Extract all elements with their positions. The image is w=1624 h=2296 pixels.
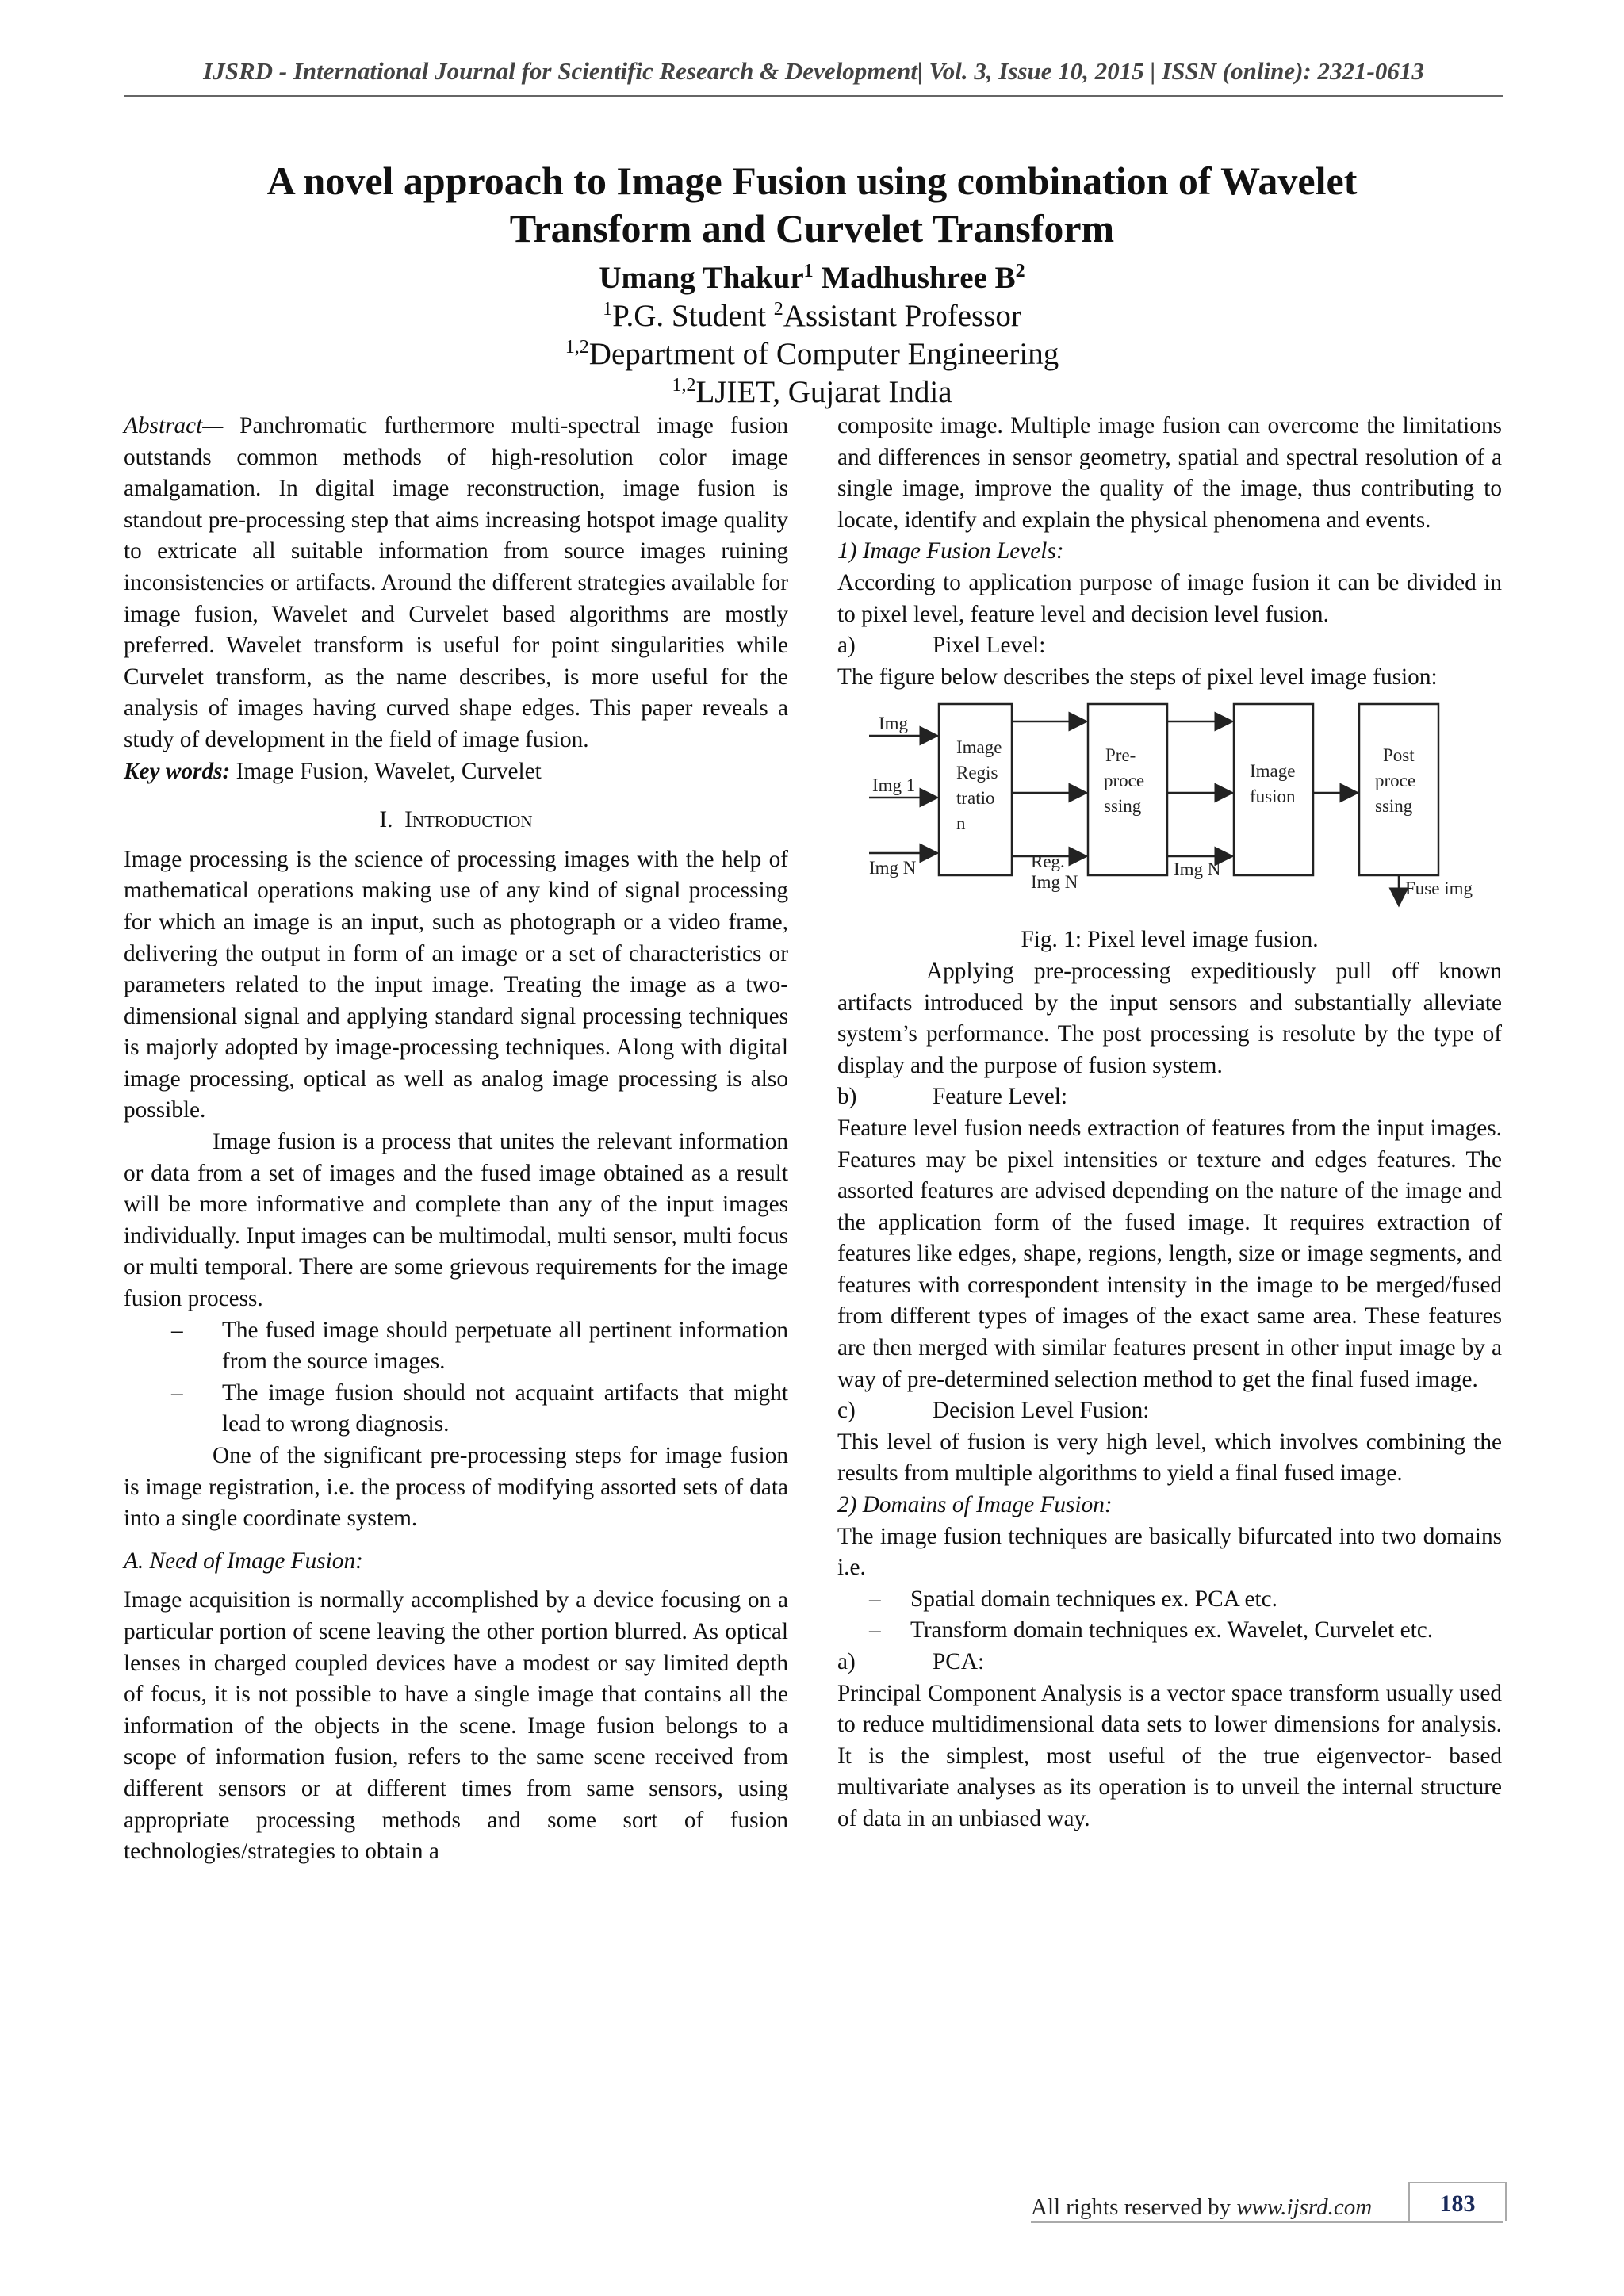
need-paragraph: Image acquisition is normally accomplished by a device focusing on a particular portion of scene leaving the other portion blurred. As optical lenses in charged coupled devices have a modest or say limited depth of focus, it is not possible to have a single image that contains all the information of the objects in the scene. Image fusion belongs to a scope of information fusion, refers to the same scene received from different sensors or at different times from same sensors, using appropriate processing methods and some sort of fusion technologies/strategies to obtain a — [124, 1587, 788, 1865]
subsection-a-heading: A. Need of Image Fusion: — [124, 1548, 363, 1574]
abstract-text: Panchromatic furthermore multi-spectral image fusion outstands common methods of high-resolution color image amalgamation. In digital image reconstruction, image fusion is standout pre-processing step that aims increasing hotspot image quality to extricate all suitable information from source images ruining inconsistencies or artifacts. Around the different strategies available for image fusion, Wavelet and Curvelet based algorithms are mostly preferred. Wavelet transform is useful for point singularities while Curvelet transform, as the name describes, is more useful for the analysis of images having curved shape edges. This paper reveals a study of development in the field of image fusion. — [124, 413, 788, 752]
section-1-number: I. — [379, 807, 393, 833]
paper-title — [119, 157, 1505, 252]
pixel-level-fusion-diagram — [837, 698, 1502, 920]
box2-line: ssing — [1104, 796, 1142, 817]
label-key: b) — [837, 1084, 857, 1110]
box2-line: proce — [1104, 771, 1145, 791]
list-item: – The fused image should perpetuate all pertinent information from the source images. — [124, 1315, 788, 1378]
affiliation-institute — [119, 366, 1505, 411]
continued-paragraph: composite image. Multiple image fusion can overcome the limitations and differences in sensor geometry, spatial and spectral resolution of a single image, improve the quality of the image, thus contributing to locate, identify and explain the physical phenomena and events. — [837, 413, 1502, 533]
title-line-1: A novel approach to Image Fusion using combination of Wavelet — [266, 159, 1358, 203]
role-1-sup: 1 — [603, 299, 613, 320]
footer-site-link[interactable]: www.ijsrd.com — [1236, 2195, 1373, 2220]
diagram-svg — [837, 698, 1502, 920]
feature-level-label — [837, 1081, 1502, 1113]
footer-text: All rights reserved by — [1031, 2195, 1237, 2220]
intro-paragraph-1: Image processing is the science of processing images with the help of mathematical operations making use of any kind of signal processing for which an image is an input, such as photograph or a video frame, delivering the output in form of an image or a set of characteristics or parameters related to the input image. Treating the image as a two-dimensional signal and applying standard signal processing techniques is majorly adopted by image-processing techniques. Along with digital image processing, optical as well as analog image processing is also possible. — [124, 846, 788, 1123]
journal-header: IJSRD - International Journal for Scientific Research & Development| Vol. 3, Issue 10, 2015 | ISSN (online): 2321-0613 — [124, 57, 1503, 97]
section-1-title: Introduction — [404, 807, 533, 833]
intro-paragraph-3: One of the significant pre-processing steps for image fusion is image registration, i.e. the process of modifying assorted sets of data into a single coordinate system. — [124, 1443, 788, 1532]
title-line-2: Transform and Curvelet Transform — [509, 206, 1115, 251]
domains-paragraph: The image fusion techniques are basically bifurcated into two domains i.e. — [837, 1523, 1502, 1581]
role-2-sup: 2 — [773, 299, 783, 320]
box3-line: fusion — [1250, 786, 1296, 807]
author-1-sup: 1 — [803, 261, 814, 281]
box2-line: Pre- — [1105, 745, 1136, 766]
box4-line: Post — [1383, 745, 1415, 766]
figure-caption: Fig. 1: Pixel level image fusion. — [1021, 927, 1319, 953]
right-column — [837, 411, 1502, 1835]
box4-line: proce — [1375, 771, 1416, 791]
pca-label — [837, 1647, 1502, 1678]
preprocessing-paragraph: Applying pre-processing expeditiously pull off known artifacts introduced by the input sensors and substantially alleviate system’s performance. The post processing is resolute by the type of display and the purpose of fusion system. — [837, 958, 1502, 1078]
decision-paragraph: This level of fusion is very high level, which involves combining the results from multiple algorithms to yield a final fused image. — [837, 1429, 1502, 1487]
list-item: – The image fusion should not acquaint artifacts that might lead to wrong diagnosis. — [124, 1378, 788, 1441]
label-text: PCA: — [933, 1649, 985, 1674]
department: Department of Computer Engineering — [588, 337, 1059, 371]
box3-line: Image — [1250, 761, 1296, 782]
box1-line: Regis — [956, 763, 998, 783]
list-item: – Transform domain techniques ex. Wavelet, Curvelet etc. — [837, 1615, 1502, 1647]
box1-line: tratio — [956, 788, 995, 809]
abstract-label: Abstract— — [124, 413, 224, 438]
label-text: Decision Level Fusion: — [933, 1398, 1150, 1424]
keywords — [124, 756, 788, 788]
pixel-level-label — [837, 630, 1502, 662]
label-text: Pixel Level: — [933, 633, 1046, 659]
domains-heading: 2) Domains of Image Fusion: — [837, 1492, 1113, 1518]
keywords-text: Image Fusion, Wavelet, Curvelet — [230, 758, 542, 784]
requirements-list — [124, 1315, 788, 1441]
label-key: c) — [837, 1398, 856, 1424]
author-2-sup: 2 — [1015, 261, 1025, 281]
label-reg-img-n: Img N — [1031, 872, 1078, 893]
label-key: a) — [837, 1649, 856, 1674]
label-img-1: Img 1 — [872, 775, 916, 796]
page-number: 183 — [1408, 2182, 1507, 2221]
dept-sup: 1,2 — [565, 337, 589, 358]
label-img-n-2: Img N — [1174, 859, 1221, 880]
feature-paragraph: Feature level fusion needs extraction of features from the input images. Features may be pixel intensities or texture and edges features. The assorted features are advised depending on the nature of the image and the application form of the fused image. It requires extraction of features like edges, shape, regions, length, size or image segments, and features with correspondent intensity in the image to be merged/fused from different types of images of the exact same area. These features are then merged with similar features present in other input image by a way of pre-determined selection method to get the final fused image. — [837, 1115, 1502, 1392]
author-2: Madhushree B — [821, 261, 1016, 295]
label-key: a) — [837, 633, 856, 659]
abstract — [124, 411, 788, 756]
list-item: – Spatial domain techniques ex. PCA etc. — [837, 1584, 1502, 1616]
label-reg: Reg. — [1031, 851, 1065, 872]
pixel-paragraph: The figure below describes the steps of pixel level image fusion: — [837, 664, 1438, 690]
section-1-heading — [124, 805, 788, 836]
inst-sup: 1,2 — [672, 375, 696, 396]
decision-level-label — [837, 1395, 1502, 1427]
footer-rights — [1031, 2195, 1372, 2221]
box4-line: ssing — [1375, 796, 1413, 817]
left-column — [124, 411, 788, 1868]
label-fuse-img: Fuse img — [1405, 878, 1473, 899]
domains-list — [837, 1584, 1502, 1647]
levels-heading: 1) Image Fusion Levels: — [837, 538, 1064, 564]
institute: LJIET, Gujarat India — [695, 375, 952, 409]
levels-paragraph: According to application purpose of image fusion it can be divided in to pixel level, feature level and decision level fusion. — [837, 569, 1502, 627]
intro-paragraph-2: Image fusion is a process that unites the relevant information or data from a set of images and the fused image obtained as a result will be more informative and complete than any of the input images individually. Input images can be multimodal, multi sensor, multi focus or multi temporal. There are some grievous requirements for the image fusion process. — [124, 1129, 788, 1312]
label-text: Feature Level: — [933, 1084, 1068, 1110]
role-1: P.G. Student — [612, 299, 767, 333]
footer-divider — [1031, 2221, 1503, 2223]
box1-line: Image — [956, 737, 1002, 758]
author-1: Umang Thakur — [599, 261, 804, 295]
keywords-label: Key words: — [124, 758, 231, 784]
label-img: Img — [879, 714, 909, 734]
pca-paragraph: Principal Component Analysis is a vector space transform usually used to reduce multidimensional data sets to lower dimensions for analysis. It is the simplest, most useful of the true eigenvector- based multivariate analyses as its operation is to unveil the internal structure of data in an unbiased way. — [837, 1680, 1502, 1831]
box1-line: n — [956, 813, 966, 834]
role-2: Assistant Professor — [783, 299, 1021, 333]
label-img-n: Img N — [869, 858, 917, 878]
